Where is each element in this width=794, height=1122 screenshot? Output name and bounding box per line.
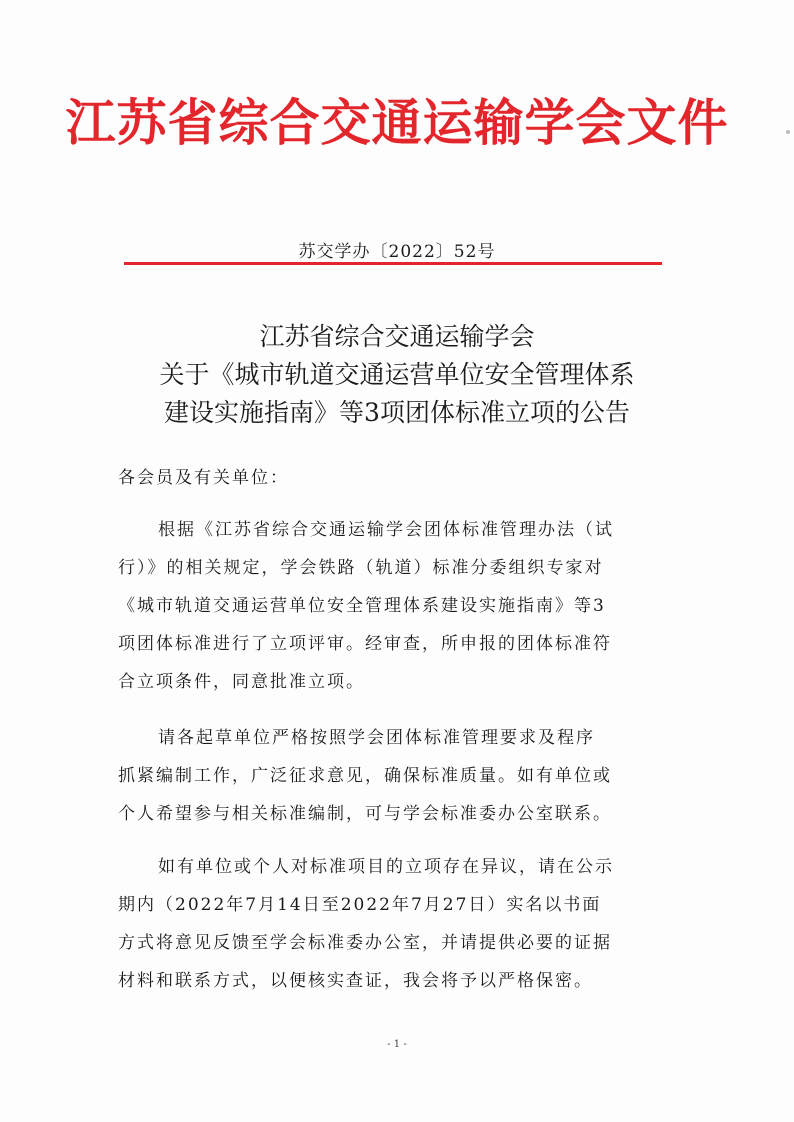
notice-title-line: 江苏省综合交通运输学会 [259,322,535,351]
paragraph-line: 《城市轨道交通运营单位安全管理体系建设实施指南》等3 [118,596,606,616]
paragraph-line: 方式将意见反馈至学会标准委办公室，并请提供必要的证据 [118,933,612,953]
notice-title-line: 建设实施指南》等3项团体标准立项的公告 [164,398,630,427]
document-header-title: 江苏省综合交通运输学会文件 [65,93,729,152]
paragraph-line: 项团体标准进行了立项评审。经审查，所申报的团体标准符 [118,634,612,654]
salutation: 各会员及有关单位： [118,468,289,488]
paragraph-line: 行）》的相关规定，学会铁路（轨道）标准分委组织专家对 [118,558,604,578]
paragraph-line: 如有单位或个人对标准项目的立项存在异议，请在公示 [158,857,614,877]
document-number: 苏交学办〔2022〕52号 [298,242,496,262]
paragraph-line: 期内（2022年7月14日至2022年7月27日）实名以书面 [118,895,602,915]
paragraph-line: 根据《江苏省综合交通运输学会团体标准管理办法（试 [158,520,614,540]
red-separator-line [124,262,662,265]
paragraph-line: 合立项条件，同意批准立项。 [118,672,365,692]
notice-title-line: 关于《城市轨道交通运营单位安全管理体系 [159,360,635,389]
body-paragraph [118,848,678,1000]
body-paragraph [118,719,678,833]
paragraph-line: 抓紧编制工作，广泛征求意见，确保标准质量。如有单位或 [118,766,612,786]
notice-title [0,318,794,432]
paragraph-line: 材料和联系方式，以便核实查证，我会将予以严格保密。 [118,971,593,991]
paragraph-line: 请各起草单位严格按照学会团体标准管理要求及程序 [158,728,595,748]
scan-speck [786,130,790,134]
paragraph-line: 个人希望参与相关标准编制，可与学会标准委办公室联系。 [118,804,612,824]
body-paragraph [118,511,678,701]
page-number: - 1 - [387,1039,407,1050]
